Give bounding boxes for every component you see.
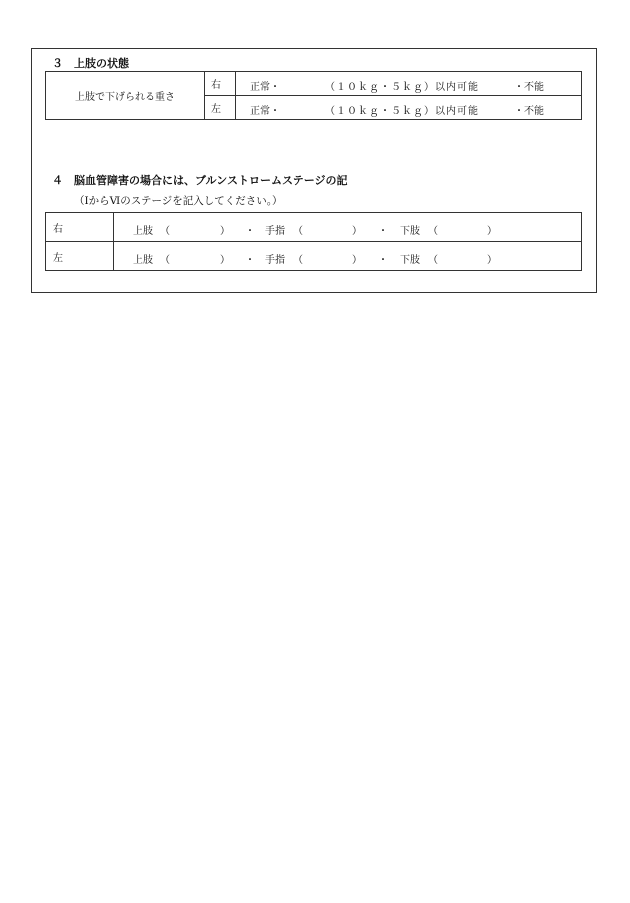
upper-limb-label: 上肢 [133, 226, 153, 237]
stage-cell-right[interactable] [114, 213, 582, 242]
normal-option: 正常・ [250, 106, 280, 117]
unable-option: ・不能 [514, 106, 544, 117]
close-paren: ） [487, 255, 497, 266]
open-paren: （ [428, 255, 438, 266]
side-label-right: 右 [205, 72, 236, 96]
separator: ・ [245, 255, 255, 266]
finger-label: 手指 [265, 226, 285, 237]
section3-heading: ３ 上肢の状態 [52, 57, 129, 70]
open-paren: （ [428, 226, 438, 237]
open-paren: （ [160, 255, 170, 266]
finger-label: 手指 [265, 255, 285, 266]
brunnstrom-table [45, 212, 582, 271]
open-paren: （ [160, 226, 170, 237]
upper-limb-label: 上肢 [133, 255, 153, 266]
lower-limb-label: 下肢 [400, 226, 420, 237]
open-paren: （ [293, 255, 303, 266]
close-paren: ） [487, 226, 497, 237]
stage-note: （ⅠからⅥのステージを記入してください。） [74, 195, 283, 207]
close-paren: ） [220, 255, 230, 266]
open-paren: （ [293, 226, 303, 237]
normal-option: 正常・ [250, 82, 280, 93]
separator: ・ [378, 226, 388, 237]
lower-limb-label: 下肢 [400, 255, 420, 266]
side-label-left: 左 [46, 242, 114, 271]
weight-option: （１０ｋｇ・５ｋｇ）以内可能 [325, 82, 479, 93]
weight-cell-right[interactable] [236, 72, 582, 96]
row-label: 上肢で下げられる重さ [46, 72, 205, 120]
close-paren: ） [352, 255, 362, 266]
side-label-left: 左 [205, 96, 236, 120]
separator: ・ [245, 226, 255, 237]
section4-heading: ４ 脳血管障害の場合には、ブルンストロームステージの記 [52, 174, 348, 187]
side-label-right: 右 [46, 213, 114, 242]
table-row [46, 213, 582, 242]
unable-option: ・不能 [514, 82, 544, 93]
weight-option: （１０ｋｇ・５ｋｇ）以内可能 [325, 106, 479, 117]
separator: ・ [378, 255, 388, 266]
stage-cell-left[interactable] [114, 242, 582, 271]
weight-cell-left[interactable] [236, 96, 582, 120]
table-row [46, 72, 582, 96]
close-paren: ） [220, 226, 230, 237]
upper-limb-table [45, 71, 582, 120]
table-row [46, 242, 582, 271]
close-paren: ） [352, 226, 362, 237]
